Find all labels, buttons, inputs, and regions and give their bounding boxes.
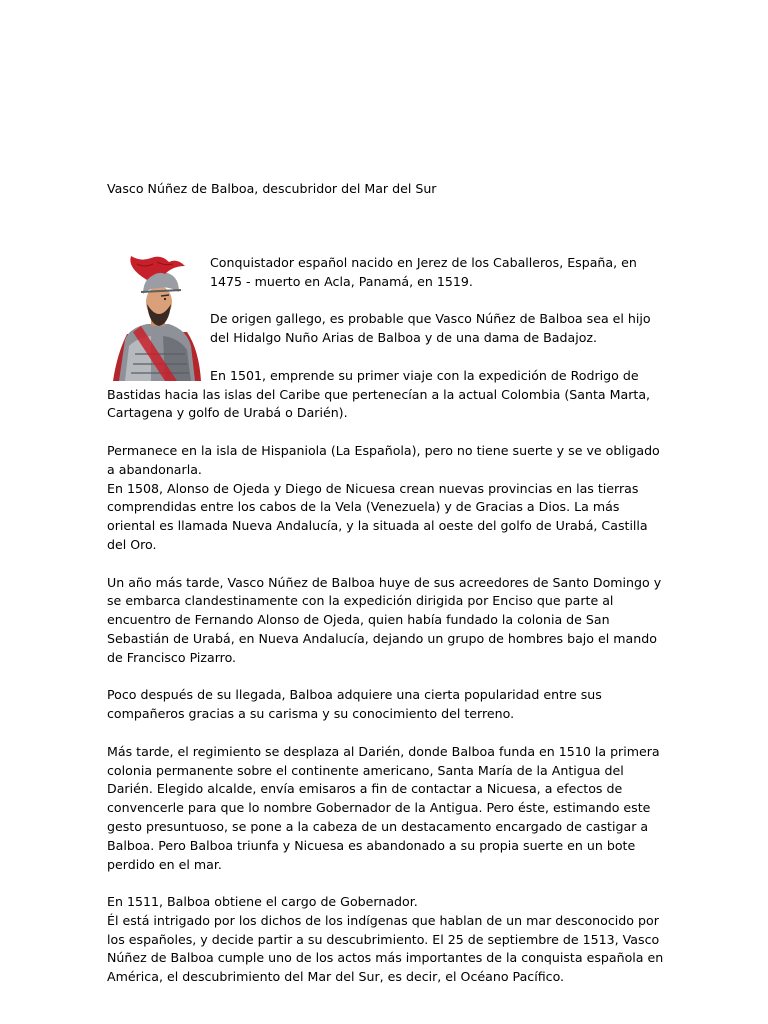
paragraph: Él está intrigado por los dichos de los indígenas que hablan de un mar desconocido por los españoles, y decide partir a su descubrimiento. El 25 de septiembre de 1513, Vasco Núñez de Balboa cumple uno de los actos más importantes de la conquista española en América, el descubrimiento del Mar del Sur, es decir, el Océano Pacífico. (107, 912, 664, 985)
paragraph: En 1511, Balboa obtiene el cargo de Gobernador. (107, 894, 418, 910)
paragraph: En 1508, Alonso de Ojeda y Diego de Nicuesa crean nuevas provincias en las tierras comprendidas entre los cabos de la Vela (Venezuela) y de Gracias a Dios. La más oriental es llamada Nueva Andalucía, y la situada al oeste del golfo de Urabá, Castilla del Oro. (107, 480, 648, 552)
document-body (107, 254, 667, 987)
paragraph: Conquistador español nacido en Jerez de los Caballeros, España, en 1475 - muerto en Acla, Panamá, en 1519. (210, 255, 637, 289)
balboa-portrait (107, 254, 207, 381)
paragraph: Más tarde, el regimiento se desplaza al Darién, donde Balboa funda en 1510 la primera colonia permanente sobre el continente americano, Santa María de la Antigua del Darién. Elegido alcalde, envía emisaros a fin de contactar a Nicuesa, a efectos de convencerle para que lo nombre Gobernador de la Antigua. Pero éste, estimando este gesto presuntuoso, se pone a la cabeza de un destacamento encargado de castigar a Balboa. Pero Balboa triunfa y Nicuesa es abandonado a su propia suerte en un bote perdido en el mar. (107, 743, 660, 872)
paragraph: De origen gallego, es probable que Vasco Núñez de Balboa sea el hijo del Hidalgo Nuño Arias de Balboa y de una dama de Badajoz. (210, 311, 651, 346)
paragraph: Un año más tarde, Vasco Núñez de Balboa huye de sus acreedores de Santo Domingo y se embarca clandestinamente con la expedición dirigida por Enciso que parte al encuentro de Fernando Alonso de Ojeda, quien había fundado la colonia de San Sebastián de Urabá, en Nueva Andalucía, dejando un grupo de hombres bajo el mando de Francisco Pizarro. (107, 574, 662, 665)
paragraph: Poco después de su llegada, Balboa adquiere una cierta popularidad entre sus compañeros gracias a su carisma y su conocimiento del terreno. (107, 687, 602, 722)
document-title: Vasco Núñez de Balboa, descubridor del Mar del Sur (107, 181, 437, 196)
paragraph: En 1501, emprende su primer viaje con la expedición de Rodrigo de Bastidas hacia las islas del Caribe que pertenecían a la actual Colombia (Santa Marta, Cartagena y golfo de Urabá o Darién). (107, 367, 651, 421)
paragraph: Permanece en la isla de Hispaniola (La Española), pero no tiene suerte y se ve obligado a abandonarla. (107, 442, 660, 477)
